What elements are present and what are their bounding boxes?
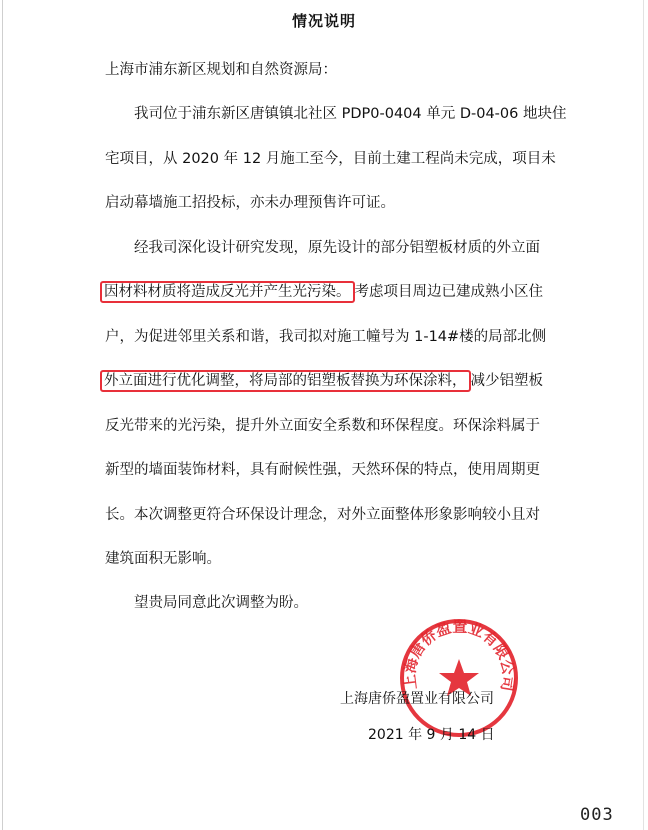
p2-line-3: 户，为促进邻里关系和谐，我司拟对施工幢号为 1-14#楼的局部北侧 xyxy=(105,329,547,345)
p2-line-4-rest: 减少铝塑板 xyxy=(470,373,543,389)
p1-line-1: 我司位于浦东新区唐镇镇北社区 PDP0-0404 单元 D-04-06 地块住 xyxy=(134,106,567,122)
p2-line-7: 长。本次调整更符合环保设计理念，对外立面整体形象影响较小且对 xyxy=(105,507,540,523)
p2-line-4 xyxy=(105,371,543,391)
p2-line-8: 建筑面积无影响。 xyxy=(105,551,221,567)
page-number: 003 xyxy=(580,805,614,825)
highlight-box-facade-adjustment: 外立面进行优化调整，将局部的铝塑板替换为环保涂料， xyxy=(100,370,471,392)
p2-line-1: 经我司深化设计研究发现，原先设计的部分铝塑板材质的外立面 xyxy=(134,240,540,256)
p2-line-6: 新型的墙面装饰材料，具有耐候性强，天然环保的特点，使用周期更 xyxy=(105,462,540,478)
highlight-box-light-pollution: 因材料材质将造成反光并产生光污染。 xyxy=(100,281,355,303)
p3-line-1: 望贵局同意此次调整为盼。 xyxy=(134,595,308,611)
p2-line-5: 反光带来的光污染，提升外立面安全系数和环保程度。环保涂料属于 xyxy=(105,418,540,434)
document-title: 情况说明 xyxy=(291,12,356,30)
scan-edge-right xyxy=(643,0,644,830)
scan-edge-left xyxy=(2,0,3,830)
p2-line-2 xyxy=(105,282,543,302)
p1-line-3: 启动幕墙施工招投标，亦未办理预售许可证。 xyxy=(105,195,395,211)
p2-line-2-rest: 考虑项目周边已建成熟小区住 xyxy=(354,284,543,300)
signature-company: 上海唐侨盈置业有限公司 xyxy=(340,691,494,707)
signature-date: 2021 年 9 月 14 日 xyxy=(368,727,495,743)
company-seal-stamp xyxy=(398,617,520,739)
seal-text: 上海唐侨盈置业有限公司 xyxy=(400,617,518,693)
p1-line-2: 宅项目，从 2020 年 12 月施工至今，目前土建工程尚未完成，项目未 xyxy=(105,151,556,167)
addressee: 上海市浦东新区规划和自然资源局： xyxy=(105,62,337,78)
